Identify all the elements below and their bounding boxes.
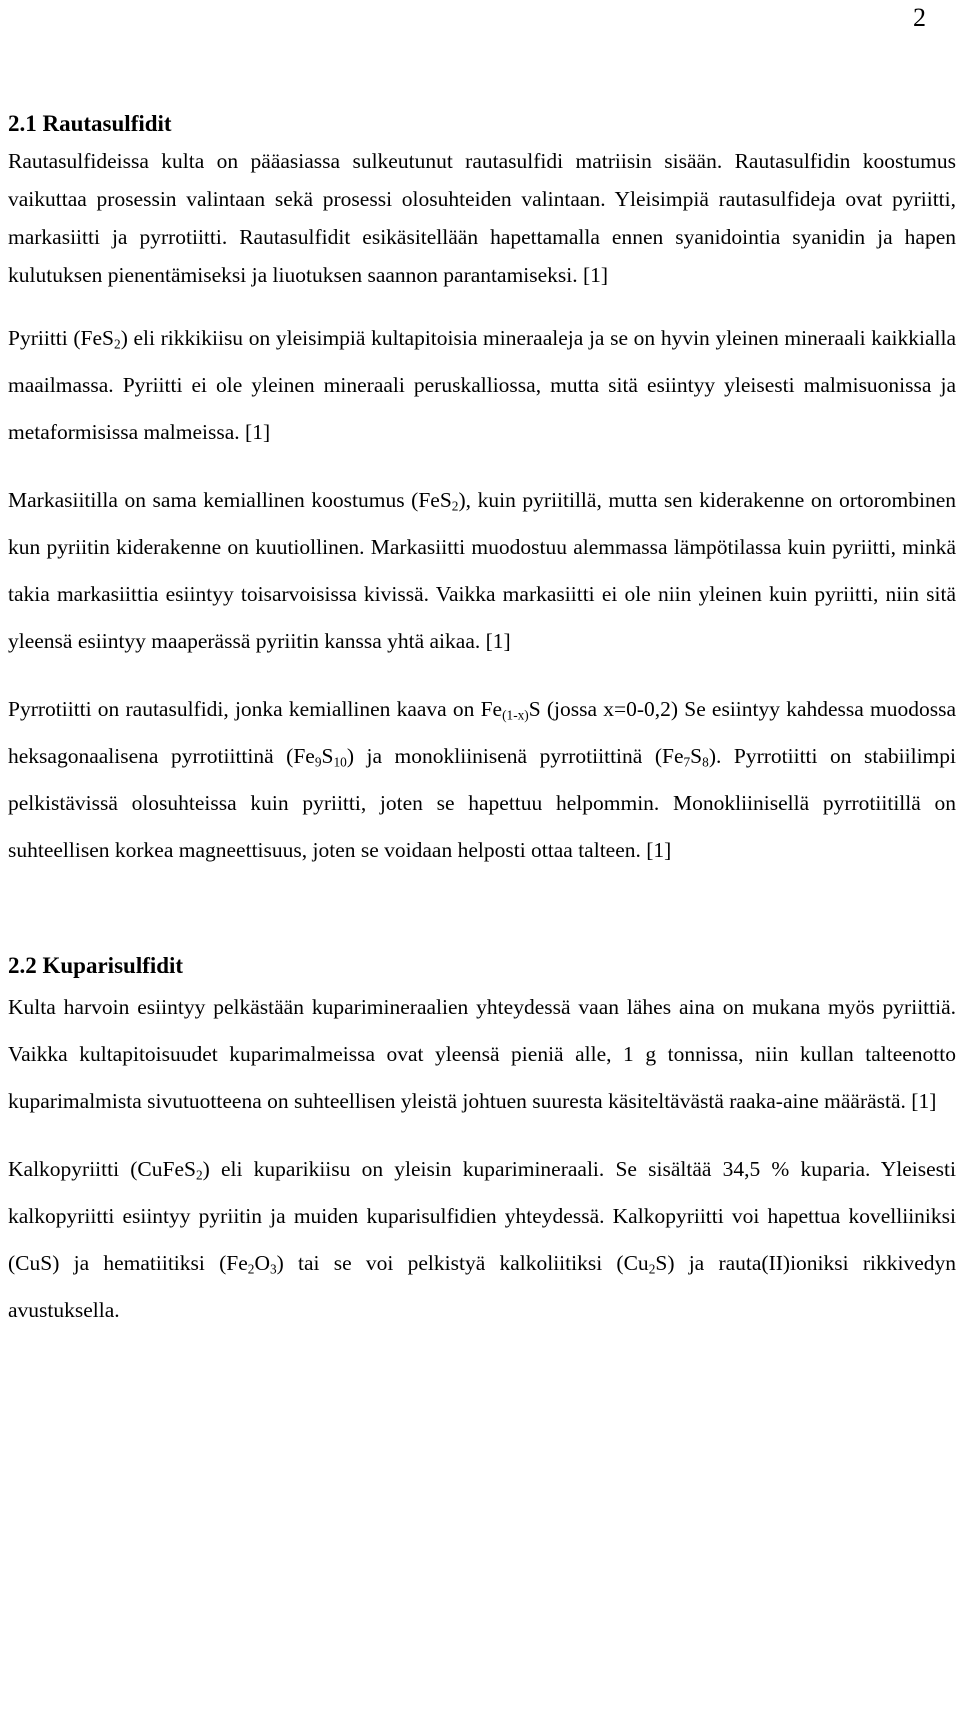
- section-heading: 2.1 Rautasulfidit: [8, 111, 172, 136]
- paragraph: Kulta harvoin esiintyy pelkästään kuparimineraalien yhteydessä vaan lähes aina on mukana myös pyriittiä. Vaikka kultapitoisuudet kuparimalmeissa ovat yleensä pieniä alle, 1 g tonnissa, niin kullan talteenotto kuparimalmista sivutuotteena on suhteellisen yleistä johtuen suuresta käsiteltävästä raaka-aine määrästä. [1]: [8, 995, 956, 1113]
- section-kuparisulfidit: [8, 948, 956, 1334]
- subscript: 2: [195, 1167, 203, 1183]
- subscript: 3: [269, 1261, 277, 1277]
- paragraph: Pyrrotiitti on rautasulfidi, jonka kemiallinen kaava on $Fe_{(1-x)}S$ (jossa x=0-0,2) Se esiintyy kahdessa muodossa heksagonaalisena pyrrotiittinä $(Fe_9S_{10})$ ja monokliinisenä pyrrotiittinä $(Fe_7S_8)$. Pyrrotiitti on stabiilimpi pelkistävissä olosuhteissa kuin pyriitti, joten se hapettuu helpommin. Monokliinisellä pyrrotiitillä on suhteellisen korkea magneettisuus, joten se voidaan helposti ottaa talteen. [1]: [8, 697, 956, 862]
- subscript: 9: [314, 754, 322, 770]
- subscript: (1-x): [502, 707, 529, 723]
- section-rautasulfidit: [8, 106, 956, 874]
- subscript: 2: [648, 1261, 656, 1277]
- subscript: 2: [247, 1261, 255, 1277]
- paragraph: Markasiitilla on sama kemiallinen koostumus (FeS$_2$), kuin pyriitillä, mutta sen kiderakenne on ortorombinen kun pyriitin kiderakenne on kuutiollinen. Markasiitti muodostuu alemmassa lämpötilassa kuin pyriitti, minkä takia markasiittia esiintyy toisarvoisissa kivissä. Vaikka markasiitti ei ole niin yleinen kuin pyriitti, niin sitä yleensä esiintyy maaperässä pyriitin kanssa yhtä aikaa. [1]: [8, 488, 956, 653]
- page-number: 2: [913, 3, 926, 32]
- section-heading: 2.2 Kuparisulfidit: [8, 953, 184, 978]
- subscript: 8: [702, 754, 709, 770]
- paragraph: Pyriitti (FeS$_2$) eli rikkikiisu on yleisimpiä kultapitoisia mineraaleja ja se on hyvin yleinen mineraali kaikkialla maailmassa. Pyriitti ei ole yleinen mineraali peruskalliossa, mutta sitä esiintyy yleisesti malmisuonissa ja metaformisissa malmeissa. [1]: [8, 326, 956, 444]
- subscript: 10: [333, 754, 347, 770]
- document-body: [8, 106, 956, 1334]
- subscript: 7: [683, 754, 691, 770]
- paragraph: Rautasulfideissa kulta on pääasiassa sulkeutunut rautasulfidi matriisin sisään. Rautasulfidin koostumus vaikuttaa prosessin valintaan sekä prosessi olosuhteiden valintaan. Yleisimpiä rautasulfideja ovat pyriitti, markasiitti ja pyrrotiitti. Rautasulfidit esikäsitellään hapettamalla ennen syanidointia syanidin ja hapen kulutuksen pienentämiseksi ja liuotuksen saannon parantamiseksi. [1]: [8, 149, 956, 287]
- subscript: 2: [451, 498, 459, 514]
- subscript: 2: [114, 336, 121, 352]
- paragraph: Kalkopyriitti (CuFeS$_2$) eli kuparikiisu on yleisin kuparimineraali. Se sisältää 34,5 % kuparia. Yleisesti kalkopyriitti esiintyy pyriitin ja muiden kuparisulfidien yhteydessä. Kalkopyriitti voi hapettua kovelliiniksi (CuS) ja hematiitiksi $(Fe_2O_3)$ tai se voi pelkistyä kalkoliitiksi $(Cu_2S)$ ja rauta(II)ioniksi rikkivedyn avustuksella.: [8, 1157, 956, 1322]
